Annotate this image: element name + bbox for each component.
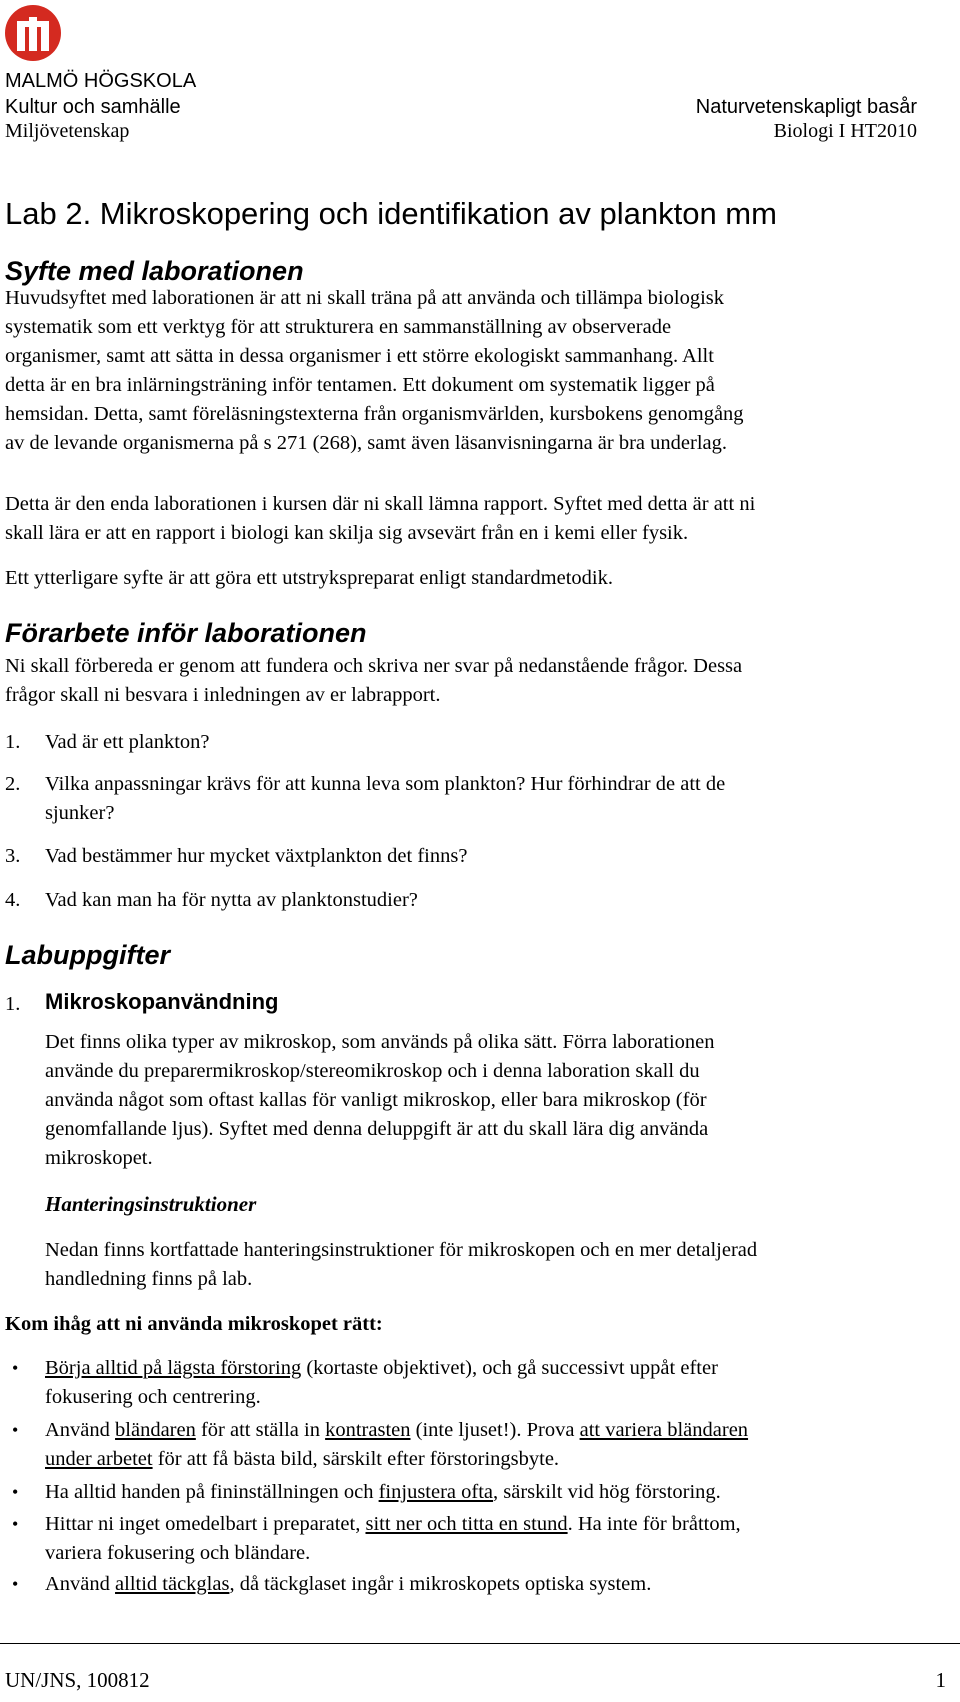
underlined-text: bländaren bbox=[115, 1419, 196, 1441]
bullet-marker: • bbox=[12, 1420, 19, 1440]
bullet-item bbox=[45, 1510, 950, 1568]
text-span: Hittar ni inget omedelbart i preparatet, bbox=[45, 1513, 366, 1535]
text-line: mikroskopet. bbox=[45, 1147, 153, 1169]
footer-divider bbox=[0, 1643, 960, 1644]
syfte-paragraph-3: Ett ytterligare syfte är att göra ett utstrykspreparat enligt standardmetodik. bbox=[5, 567, 613, 589]
program-name: Naturvetenskapligt basår bbox=[695, 96, 917, 118]
text-line bbox=[45, 1478, 950, 1507]
text-span: Använd bbox=[45, 1573, 116, 1595]
syfte-paragraph-2 bbox=[5, 490, 950, 548]
text-line: Detta är den enda laborationen i kursen där ni skall lämna rapport. Syftet med detta är att ni bbox=[5, 493, 756, 515]
task-number: 1. bbox=[5, 993, 21, 1015]
bullet-item bbox=[45, 1478, 950, 1507]
text-line: av de levande organismerna på s 271 (268), samt även läsanvisningarna är bra underlag. bbox=[5, 432, 727, 454]
question-number: 4. bbox=[5, 889, 21, 911]
malmo-hogskola-logo bbox=[3, 3, 63, 63]
text-span: för att få bästa bild, särskilt efter förstoringsbyte. bbox=[152, 1448, 560, 1470]
underlined-text: Börja alltid på lägsta förstoring bbox=[45, 1357, 302, 1379]
question-text: Vad är ett plankton? bbox=[45, 731, 210, 753]
question-text bbox=[45, 770, 950, 828]
task-paragraph bbox=[45, 1028, 950, 1173]
text-span: (kortaste objektivet), och gå successivt uppåt efter bbox=[301, 1357, 718, 1379]
text-line bbox=[45, 1354, 950, 1383]
question-text: Vad kan man ha för nytta av planktonstudier? bbox=[45, 889, 418, 911]
text-line: genomfallande ljus). Syftet med denna deluppgift är att du skall lära dig använda bbox=[45, 1118, 709, 1140]
subheading-hanteringsinstruktioner: Hanteringsinstruktioner bbox=[45, 1192, 257, 1216]
course-name: Biologi I HT2010 bbox=[773, 120, 917, 142]
school-name: MALMÖ HÖGSKOLA bbox=[5, 70, 197, 92]
text-line: Nedan finns kortfattade hanteringsinstruktioner för mikroskopen och en mer detaljerad bbox=[45, 1239, 758, 1261]
text-line: hemsidan. Detta, samt föreläsningstexterna från organismvärlden, kursbokens genomgång bbox=[5, 403, 744, 425]
bullet-marker: • bbox=[12, 1514, 19, 1534]
text-line: fokusering och centrering. bbox=[45, 1386, 261, 1408]
text-line: sjunker? bbox=[45, 802, 115, 824]
text-span: . Ha inte för bråttom, bbox=[567, 1513, 741, 1535]
bullet-marker: • bbox=[12, 1574, 19, 1594]
text-line: skall lära er att en rapport i biologi kan skilja sig avsevärt från en i kemi eller fysik. bbox=[5, 522, 689, 544]
footer-author-date: UN/JNS, 100812 bbox=[5, 1668, 150, 1692]
underlined-text: under arbetet bbox=[45, 1448, 153, 1470]
text-line: handledning finns på lab. bbox=[45, 1268, 253, 1290]
text-line bbox=[45, 1445, 950, 1474]
task-title: Mikroskopanvändning bbox=[45, 989, 279, 1014]
underlined-text: kontrasten bbox=[325, 1419, 411, 1441]
text-line bbox=[45, 1570, 950, 1599]
text-line: Vilka anpassningar krävs för att kunna leva som plankton? Hur förhindrar de att de bbox=[45, 773, 726, 795]
text-span: , särskilt vid hög förstoring. bbox=[493, 1481, 721, 1503]
bullet-marker: • bbox=[12, 1358, 19, 1378]
bullet-item bbox=[45, 1570, 950, 1599]
syfte-paragraph-1 bbox=[5, 284, 950, 458]
underlined-text: sitt ner och titta en stund bbox=[365, 1513, 568, 1535]
text-line: systematik som ett verktyg för att strukturera en sammanställning av observerade bbox=[5, 316, 672, 338]
text-line: använda något som oftast kallas för vanligt mikroskop, eller bara mikroskop (för bbox=[45, 1089, 707, 1111]
question-number: 2. bbox=[5, 773, 21, 795]
question-text: Vad bestämmer hur mycket växtplankton det finns? bbox=[45, 845, 468, 867]
section-heading-labuppgifter: Labuppgifter bbox=[5, 940, 170, 970]
text-line bbox=[45, 1416, 950, 1445]
section-heading-syfte: Syfte med laborationen bbox=[5, 256, 304, 286]
text-span: Ha alltid handen på fininställningen och bbox=[45, 1481, 379, 1503]
text-line: detta är en bra inlärningsträning inför tentamen. Ett dokument om systematik ligger på bbox=[5, 374, 715, 396]
text-span: (inte ljuset!). Prova bbox=[410, 1419, 580, 1441]
text-line: Det finns olika typer av mikroskop, som används på olika sätt. Förra laborationen bbox=[45, 1031, 715, 1053]
text-line bbox=[45, 1510, 950, 1539]
question-number: 1. bbox=[5, 731, 21, 753]
text-span: för att ställa in bbox=[195, 1419, 326, 1441]
underlined-text: alltid täckglas bbox=[115, 1573, 230, 1595]
underlined-text: att variera bländaren bbox=[579, 1419, 749, 1441]
section-heading-forarbete: Förarbete inför laborationen bbox=[5, 618, 367, 648]
text-line: organismer, samt att sätta in dessa organismer i ett större ekologiskt sammanhang. Allt bbox=[5, 345, 714, 367]
text-span: Använd bbox=[45, 1419, 116, 1441]
document-title: Lab 2. Mikroskopering och identifikation av plankton mm bbox=[5, 196, 777, 231]
text-line: frågor skall ni besvara i inledningen av er labrapport. bbox=[5, 684, 441, 706]
text-line: använde du preparermikroskop/stereomikroskop och i denna laboration skall du bbox=[45, 1060, 700, 1082]
bullet-marker: • bbox=[12, 1482, 19, 1502]
text-line: Huvudsyftet med laborationen är att ni skall träna på att använda och tillämpa biologisk bbox=[5, 287, 725, 309]
subject-name: Miljövetenskap bbox=[5, 120, 130, 142]
text-line: variera fokusering och bländare. bbox=[45, 1542, 311, 1564]
faculty-name: Kultur och samhälle bbox=[5, 96, 181, 118]
handling-paragraph bbox=[45, 1236, 950, 1294]
forarbete-intro bbox=[5, 652, 950, 710]
text-span: , då täckglaset ingår i mikroskopets optiska system. bbox=[229, 1573, 652, 1595]
underlined-text: finjustera ofta bbox=[378, 1481, 494, 1503]
page-number: 1 bbox=[935, 1668, 946, 1692]
text-line: Ni skall förbereda er genom att fundera och skriva ner svar på nedanstående frågor. Dessa bbox=[5, 655, 743, 677]
question-number: 3. bbox=[5, 845, 21, 867]
bullet-item bbox=[45, 1354, 950, 1412]
bullet-item bbox=[45, 1416, 950, 1474]
remember-heading: Kom ihåg att ni använda mikroskopet rätt: bbox=[5, 1313, 383, 1335]
